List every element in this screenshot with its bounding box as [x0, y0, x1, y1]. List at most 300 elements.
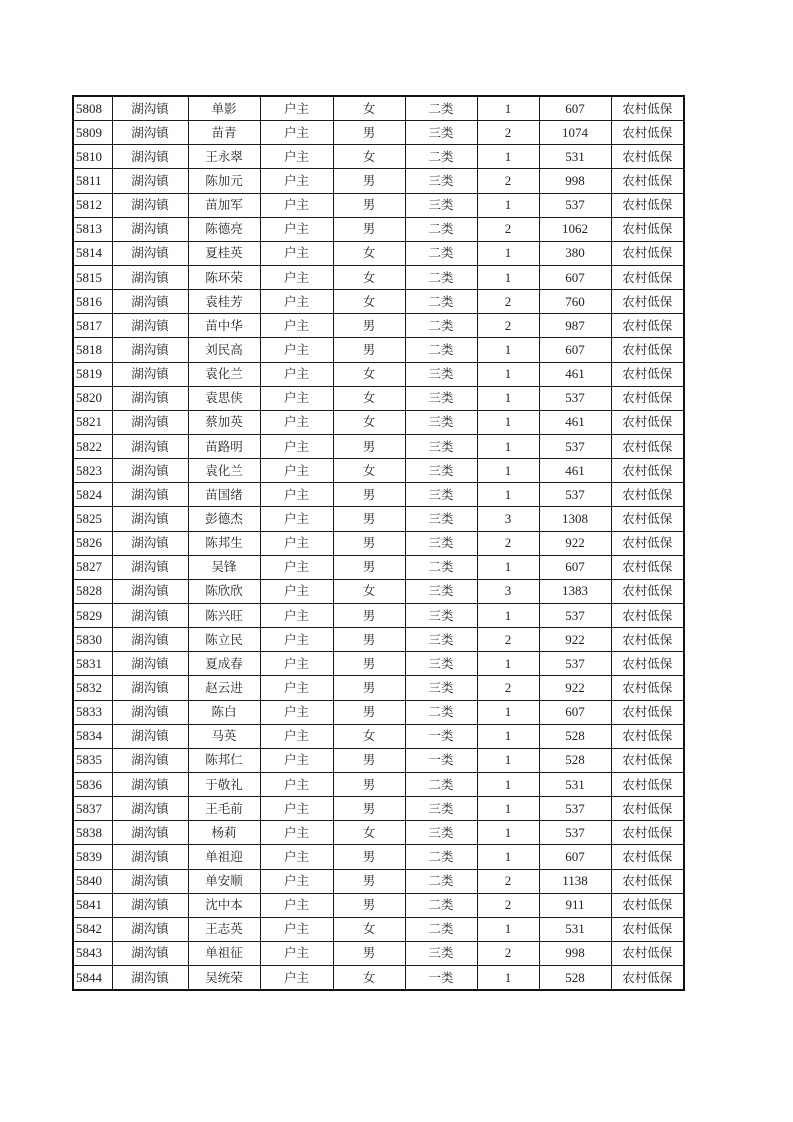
cell-amount: 537 — [539, 483, 611, 507]
cell-gender: 女 — [333, 241, 405, 265]
cell-id: 5808 — [73, 96, 112, 121]
cell-id: 5821 — [73, 410, 112, 434]
cell-gender: 男 — [333, 555, 405, 579]
cell-type: 农村低保 — [611, 772, 684, 796]
cell-persons: 1 — [477, 652, 539, 676]
cell-relation: 户主 — [260, 676, 333, 700]
cell-amount: 531 — [539, 772, 611, 796]
cell-id: 5817 — [73, 314, 112, 338]
cell-gender: 男 — [333, 338, 405, 362]
table-row — [73, 966, 684, 991]
cell-persons: 1 — [477, 555, 539, 579]
cell-persons: 1 — [477, 145, 539, 169]
cell-id: 5827 — [73, 555, 112, 579]
cell-amount: 922 — [539, 676, 611, 700]
cell-town: 湖沟镇 — [112, 193, 188, 217]
cell-category: 二类 — [405, 314, 477, 338]
table-row — [73, 410, 684, 434]
cell-name: 夏桂英 — [188, 241, 260, 265]
cell-town: 湖沟镇 — [112, 338, 188, 362]
cell-relation: 户主 — [260, 169, 333, 193]
cell-id: 5843 — [73, 941, 112, 965]
table-row — [73, 507, 684, 531]
cell-category: 一类 — [405, 748, 477, 772]
cell-town: 湖沟镇 — [112, 821, 188, 845]
cell-relation: 户主 — [260, 628, 333, 652]
cell-town: 湖沟镇 — [112, 700, 188, 724]
cell-gender: 男 — [333, 193, 405, 217]
cell-id: 5815 — [73, 265, 112, 289]
cell-type: 农村低保 — [611, 603, 684, 627]
cell-town: 湖沟镇 — [112, 748, 188, 772]
cell-category: 二类 — [405, 96, 477, 121]
cell-name: 苗中华 — [188, 314, 260, 338]
cell-type: 农村低保 — [611, 724, 684, 748]
cell-relation: 户主 — [260, 724, 333, 748]
cell-amount: 1074 — [539, 121, 611, 145]
cell-type: 农村低保 — [611, 700, 684, 724]
cell-town: 湖沟镇 — [112, 217, 188, 241]
cell-amount: 537 — [539, 797, 611, 821]
cell-amount: 380 — [539, 241, 611, 265]
cell-town: 湖沟镇 — [112, 265, 188, 289]
cell-name: 陈立民 — [188, 628, 260, 652]
table-row — [73, 96, 684, 121]
cell-town: 湖沟镇 — [112, 362, 188, 386]
cell-id: 5826 — [73, 531, 112, 555]
cell-gender: 女 — [333, 96, 405, 121]
table-row — [73, 338, 684, 362]
cell-id: 5811 — [73, 169, 112, 193]
table-row — [73, 193, 684, 217]
cell-id: 5829 — [73, 603, 112, 627]
cell-town: 湖沟镇 — [112, 893, 188, 917]
cell-type: 农村低保 — [611, 628, 684, 652]
cell-persons: 1 — [477, 821, 539, 845]
cell-category: 三类 — [405, 386, 477, 410]
cell-town: 湖沟镇 — [112, 772, 188, 796]
cell-id: 5836 — [73, 772, 112, 796]
cell-relation: 户主 — [260, 579, 333, 603]
cell-gender: 女 — [333, 290, 405, 314]
cell-type: 农村低保 — [611, 265, 684, 289]
cell-name: 单影 — [188, 96, 260, 121]
cell-type: 农村低保 — [611, 531, 684, 555]
cell-type: 农村低保 — [611, 676, 684, 700]
cell-persons: 1 — [477, 241, 539, 265]
cell-gender: 男 — [333, 217, 405, 241]
cell-town: 湖沟镇 — [112, 531, 188, 555]
cell-category: 三类 — [405, 434, 477, 458]
cell-town: 湖沟镇 — [112, 96, 188, 121]
cell-name: 王志英 — [188, 917, 260, 941]
cell-gender: 女 — [333, 966, 405, 991]
cell-gender: 男 — [333, 628, 405, 652]
cell-amount: 528 — [539, 966, 611, 991]
cell-gender: 男 — [333, 531, 405, 555]
cell-gender: 男 — [333, 121, 405, 145]
cell-category: 三类 — [405, 410, 477, 434]
cell-gender: 男 — [333, 941, 405, 965]
cell-gender: 男 — [333, 434, 405, 458]
cell-relation: 户主 — [260, 652, 333, 676]
cell-relation: 户主 — [260, 748, 333, 772]
cell-id: 5809 — [73, 121, 112, 145]
table-row — [73, 845, 684, 869]
table-row — [73, 362, 684, 386]
cell-town: 湖沟镇 — [112, 652, 188, 676]
cell-name: 王永翠 — [188, 145, 260, 169]
cell-town: 湖沟镇 — [112, 724, 188, 748]
cell-persons: 1 — [477, 386, 539, 410]
cell-name: 陈环荣 — [188, 265, 260, 289]
cell-id: 5828 — [73, 579, 112, 603]
table-row — [73, 652, 684, 676]
cell-persons: 1 — [477, 265, 539, 289]
cell-gender: 男 — [333, 893, 405, 917]
cell-type: 农村低保 — [611, 821, 684, 845]
cell-town: 湖沟镇 — [112, 917, 188, 941]
cell-category: 三类 — [405, 507, 477, 531]
table-row — [73, 748, 684, 772]
cell-id: 5842 — [73, 917, 112, 941]
cell-type: 农村低保 — [611, 941, 684, 965]
table-row — [73, 265, 684, 289]
table-row — [73, 700, 684, 724]
cell-town: 湖沟镇 — [112, 941, 188, 965]
cell-id: 5837 — [73, 797, 112, 821]
table-row — [73, 724, 684, 748]
cell-relation: 户主 — [260, 362, 333, 386]
table-row — [73, 290, 684, 314]
cell-amount: 607 — [539, 96, 611, 121]
cell-id: 5838 — [73, 821, 112, 845]
cell-type: 农村低保 — [611, 893, 684, 917]
table-row — [73, 531, 684, 555]
cell-category: 二类 — [405, 893, 477, 917]
cell-id: 5812 — [73, 193, 112, 217]
cell-amount: 1138 — [539, 869, 611, 893]
cell-relation: 户主 — [260, 483, 333, 507]
cell-category: 二类 — [405, 290, 477, 314]
cell-gender: 女 — [333, 724, 405, 748]
table-body — [73, 96, 684, 990]
cell-category: 三类 — [405, 579, 477, 603]
cell-town: 湖沟镇 — [112, 145, 188, 169]
cell-category: 三类 — [405, 603, 477, 627]
table-row — [73, 434, 684, 458]
cell-gender: 男 — [333, 797, 405, 821]
cell-category: 三类 — [405, 676, 477, 700]
cell-type: 农村低保 — [611, 869, 684, 893]
cell-amount: 922 — [539, 628, 611, 652]
cell-persons: 2 — [477, 628, 539, 652]
cell-town: 湖沟镇 — [112, 676, 188, 700]
recipient-table — [72, 95, 685, 991]
cell-type: 农村低保 — [611, 410, 684, 434]
cell-relation: 户主 — [260, 193, 333, 217]
cell-persons: 2 — [477, 893, 539, 917]
cell-name: 陈德亮 — [188, 217, 260, 241]
cell-amount: 998 — [539, 941, 611, 965]
table-row — [73, 241, 684, 265]
cell-gender: 女 — [333, 145, 405, 169]
cell-id: 5824 — [73, 483, 112, 507]
cell-type: 农村低保 — [611, 386, 684, 410]
cell-town: 湖沟镇 — [112, 169, 188, 193]
cell-type: 农村低保 — [611, 797, 684, 821]
cell-type: 农村低保 — [611, 917, 684, 941]
cell-persons: 1 — [477, 193, 539, 217]
table-row — [73, 121, 684, 145]
cell-relation: 户主 — [260, 314, 333, 338]
cell-type: 农村低保 — [611, 748, 684, 772]
cell-name: 沈中本 — [188, 893, 260, 917]
cell-type: 农村低保 — [611, 459, 684, 483]
cell-persons: 2 — [477, 121, 539, 145]
cell-category: 二类 — [405, 145, 477, 169]
table-row — [73, 893, 684, 917]
cell-id: 5841 — [73, 893, 112, 917]
table-row — [73, 145, 684, 169]
cell-town: 湖沟镇 — [112, 290, 188, 314]
cell-gender: 女 — [333, 917, 405, 941]
cell-id: 5820 — [73, 386, 112, 410]
cell-amount: 987 — [539, 314, 611, 338]
cell-name: 于敬礼 — [188, 772, 260, 796]
cell-category: 一类 — [405, 966, 477, 991]
cell-id: 5831 — [73, 652, 112, 676]
cell-category: 二类 — [405, 869, 477, 893]
cell-id: 5813 — [73, 217, 112, 241]
cell-persons: 2 — [477, 217, 539, 241]
cell-type: 农村低保 — [611, 217, 684, 241]
cell-name: 马英 — [188, 724, 260, 748]
cell-category: 三类 — [405, 797, 477, 821]
cell-id: 5835 — [73, 748, 112, 772]
cell-amount: 607 — [539, 338, 611, 362]
cell-persons: 1 — [477, 410, 539, 434]
cell-amount: 461 — [539, 459, 611, 483]
cell-category: 三类 — [405, 652, 477, 676]
cell-relation: 户主 — [260, 893, 333, 917]
cell-persons: 1 — [477, 700, 539, 724]
cell-relation: 户主 — [260, 434, 333, 458]
cell-gender: 女 — [333, 386, 405, 410]
cell-persons: 1 — [477, 362, 539, 386]
cell-town: 湖沟镇 — [112, 459, 188, 483]
cell-persons: 1 — [477, 772, 539, 796]
cell-relation: 户主 — [260, 338, 333, 362]
cell-id: 5814 — [73, 241, 112, 265]
cell-town: 湖沟镇 — [112, 628, 188, 652]
table-row — [73, 941, 684, 965]
cell-persons: 1 — [477, 845, 539, 869]
cell-type: 农村低保 — [611, 338, 684, 362]
cell-town: 湖沟镇 — [112, 845, 188, 869]
cell-type: 农村低保 — [611, 845, 684, 869]
cell-relation: 户主 — [260, 772, 333, 796]
cell-relation: 户主 — [260, 96, 333, 121]
cell-amount: 537 — [539, 434, 611, 458]
cell-category: 三类 — [405, 362, 477, 386]
cell-amount: 461 — [539, 362, 611, 386]
cell-persons: 1 — [477, 459, 539, 483]
cell-category: 三类 — [405, 941, 477, 965]
cell-id: 5832 — [73, 676, 112, 700]
cell-name: 陈兴旺 — [188, 603, 260, 627]
cell-persons: 1 — [477, 434, 539, 458]
cell-amount: 1383 — [539, 579, 611, 603]
cell-category: 二类 — [405, 555, 477, 579]
cell-name: 单安顺 — [188, 869, 260, 893]
cell-persons: 1 — [477, 966, 539, 991]
table-row — [73, 579, 684, 603]
cell-gender: 男 — [333, 507, 405, 531]
cell-relation: 户主 — [260, 797, 333, 821]
cell-name: 陈加元 — [188, 169, 260, 193]
cell-type: 农村低保 — [611, 579, 684, 603]
cell-amount: 528 — [539, 748, 611, 772]
cell-town: 湖沟镇 — [112, 507, 188, 531]
table-row — [73, 217, 684, 241]
cell-amount: 461 — [539, 410, 611, 434]
cell-gender: 女 — [333, 459, 405, 483]
cell-persons: 2 — [477, 169, 539, 193]
cell-amount: 760 — [539, 290, 611, 314]
cell-persons: 1 — [477, 483, 539, 507]
cell-type: 农村低保 — [611, 555, 684, 579]
cell-amount: 531 — [539, 917, 611, 941]
cell-name: 袁思侠 — [188, 386, 260, 410]
cell-name: 袁化兰 — [188, 362, 260, 386]
table-row — [73, 459, 684, 483]
cell-amount: 528 — [539, 724, 611, 748]
table-row — [73, 603, 684, 627]
cell-relation: 户主 — [260, 241, 333, 265]
cell-amount: 922 — [539, 531, 611, 555]
table-row — [73, 676, 684, 700]
cell-relation: 户主 — [260, 410, 333, 434]
cell-type: 农村低保 — [611, 145, 684, 169]
cell-name: 苗加军 — [188, 193, 260, 217]
cell-type: 农村低保 — [611, 290, 684, 314]
cell-id: 5834 — [73, 724, 112, 748]
cell-id: 5844 — [73, 966, 112, 991]
cell-town: 湖沟镇 — [112, 434, 188, 458]
cell-persons: 1 — [477, 96, 539, 121]
cell-gender: 男 — [333, 169, 405, 193]
cell-id: 5839 — [73, 845, 112, 869]
cell-relation: 户主 — [260, 217, 333, 241]
cell-name: 苗路明 — [188, 434, 260, 458]
cell-name: 袁桂芳 — [188, 290, 260, 314]
cell-relation: 户主 — [260, 917, 333, 941]
cell-persons: 3 — [477, 579, 539, 603]
cell-type: 农村低保 — [611, 507, 684, 531]
cell-persons: 2 — [477, 869, 539, 893]
cell-name: 吴统荣 — [188, 966, 260, 991]
cell-relation: 户主 — [260, 290, 333, 314]
cell-name: 陈白 — [188, 700, 260, 724]
cell-persons: 1 — [477, 748, 539, 772]
cell-type: 农村低保 — [611, 121, 684, 145]
cell-town: 湖沟镇 — [112, 603, 188, 627]
cell-name: 陈欣欣 — [188, 579, 260, 603]
table-row — [73, 917, 684, 941]
cell-name: 杨莉 — [188, 821, 260, 845]
cell-relation: 户主 — [260, 700, 333, 724]
cell-amount: 911 — [539, 893, 611, 917]
table-row — [73, 169, 684, 193]
cell-persons: 1 — [477, 603, 539, 627]
cell-name: 单祖迎 — [188, 845, 260, 869]
cell-persons: 1 — [477, 338, 539, 362]
cell-name: 吴锋 — [188, 555, 260, 579]
cell-town: 湖沟镇 — [112, 483, 188, 507]
cell-relation: 户主 — [260, 265, 333, 289]
cell-name: 袁化兰 — [188, 459, 260, 483]
cell-town: 湖沟镇 — [112, 555, 188, 579]
table-row — [73, 386, 684, 410]
cell-gender: 男 — [333, 676, 405, 700]
cell-persons: 2 — [477, 941, 539, 965]
cell-relation: 户主 — [260, 869, 333, 893]
cell-relation: 户主 — [260, 821, 333, 845]
cell-name: 陈邦仁 — [188, 748, 260, 772]
cell-type: 农村低保 — [611, 652, 684, 676]
table-row — [73, 628, 684, 652]
table-row — [73, 869, 684, 893]
cell-name: 刘民高 — [188, 338, 260, 362]
cell-town: 湖沟镇 — [112, 966, 188, 991]
cell-town: 湖沟镇 — [112, 121, 188, 145]
cell-gender: 男 — [333, 314, 405, 338]
cell-gender: 女 — [333, 821, 405, 845]
cell-name: 赵云进 — [188, 676, 260, 700]
cell-gender: 女 — [333, 579, 405, 603]
cell-amount: 537 — [539, 821, 611, 845]
cell-amount: 607 — [539, 265, 611, 289]
cell-gender: 男 — [333, 772, 405, 796]
cell-category: 三类 — [405, 121, 477, 145]
cell-name: 彭德杰 — [188, 507, 260, 531]
cell-category: 二类 — [405, 700, 477, 724]
cell-category: 三类 — [405, 459, 477, 483]
cell-id: 5825 — [73, 507, 112, 531]
cell-gender: 男 — [333, 748, 405, 772]
cell-type: 农村低保 — [611, 362, 684, 386]
table-row — [73, 555, 684, 579]
cell-persons: 2 — [477, 676, 539, 700]
cell-town: 湖沟镇 — [112, 579, 188, 603]
cell-name: 苗青 — [188, 121, 260, 145]
cell-category: 三类 — [405, 821, 477, 845]
cell-category: 二类 — [405, 917, 477, 941]
cell-gender: 女 — [333, 265, 405, 289]
cell-id: 5816 — [73, 290, 112, 314]
cell-category: 二类 — [405, 845, 477, 869]
cell-type: 农村低保 — [611, 193, 684, 217]
cell-relation: 户主 — [260, 507, 333, 531]
cell-type: 农村低保 — [611, 966, 684, 991]
cell-id: 5830 — [73, 628, 112, 652]
cell-name: 苗国绪 — [188, 483, 260, 507]
cell-category: 二类 — [405, 265, 477, 289]
table-row — [73, 797, 684, 821]
cell-amount: 1308 — [539, 507, 611, 531]
cell-town: 湖沟镇 — [112, 869, 188, 893]
